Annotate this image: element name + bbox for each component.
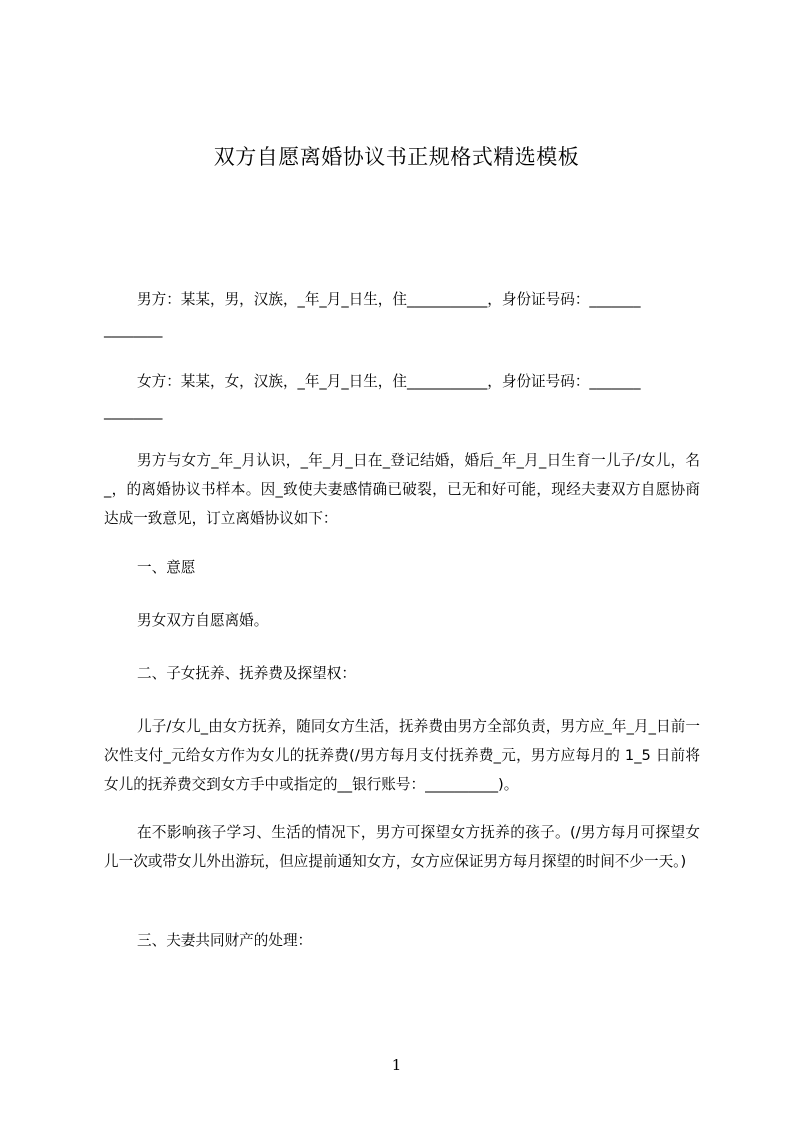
intro-paragraph: 男方与女方_年_月认识，_年_月_日在_登记结婚，婚后_年_月_日生育一儿子/女儿，名_，的离婚协议书样本。因_致使夫妻感情确已破裂，已无和好可能，现经夫妻双方自愿协商达成一致意见，订立离婚协议如下： [104, 452, 700, 527]
woman-info-line-1: 女方：某某，女，汉族，_年_月_日生，住___________，身份证号码：_______ [137, 373, 641, 390]
section-3-heading: 三、夫妻共同财产的处理： [137, 932, 313, 949]
section-2-heading: 二、子女抚养、抚养费及探望权： [137, 665, 356, 682]
section-1-text: 男女双方自愿离婚。 [137, 612, 269, 629]
page-number: 1 [391, 1056, 402, 1074]
document-title: 双方自愿离婚协议书正规格式精选模板 [213, 145, 580, 169]
woman-info-line-2: ________ [104, 403, 163, 420]
child-custody-paragraph: 儿子/女儿_由女方抚养，随同女方生活，抚养费由男方全部负责，男方应_年_月_日前一次性支付_元给女方作为女儿的抚养费(/男方每月支付抚养费_元，男方应每月的 1_5 日前将女儿的抚养费交到女方手中或指定的__银行账号：__________)。 [104, 718, 700, 793]
visitation-paragraph: 在不影响孩子学习、生活的情况下，男方可探望女方抚养的孩子。(/男方每月可探望女儿一次或带女儿外出游玩，但应提前通知女方，女方应保证男方每月探望的时间不少一天。) [104, 824, 700, 870]
man-info-line-1: 男方：某某，男，汉族，_年_月_日生，住___________，身份证号码：_______ [137, 291, 641, 308]
section-1-heading: 一、意愿 [137, 559, 196, 576]
man-info-line-2: ________ [104, 321, 163, 338]
